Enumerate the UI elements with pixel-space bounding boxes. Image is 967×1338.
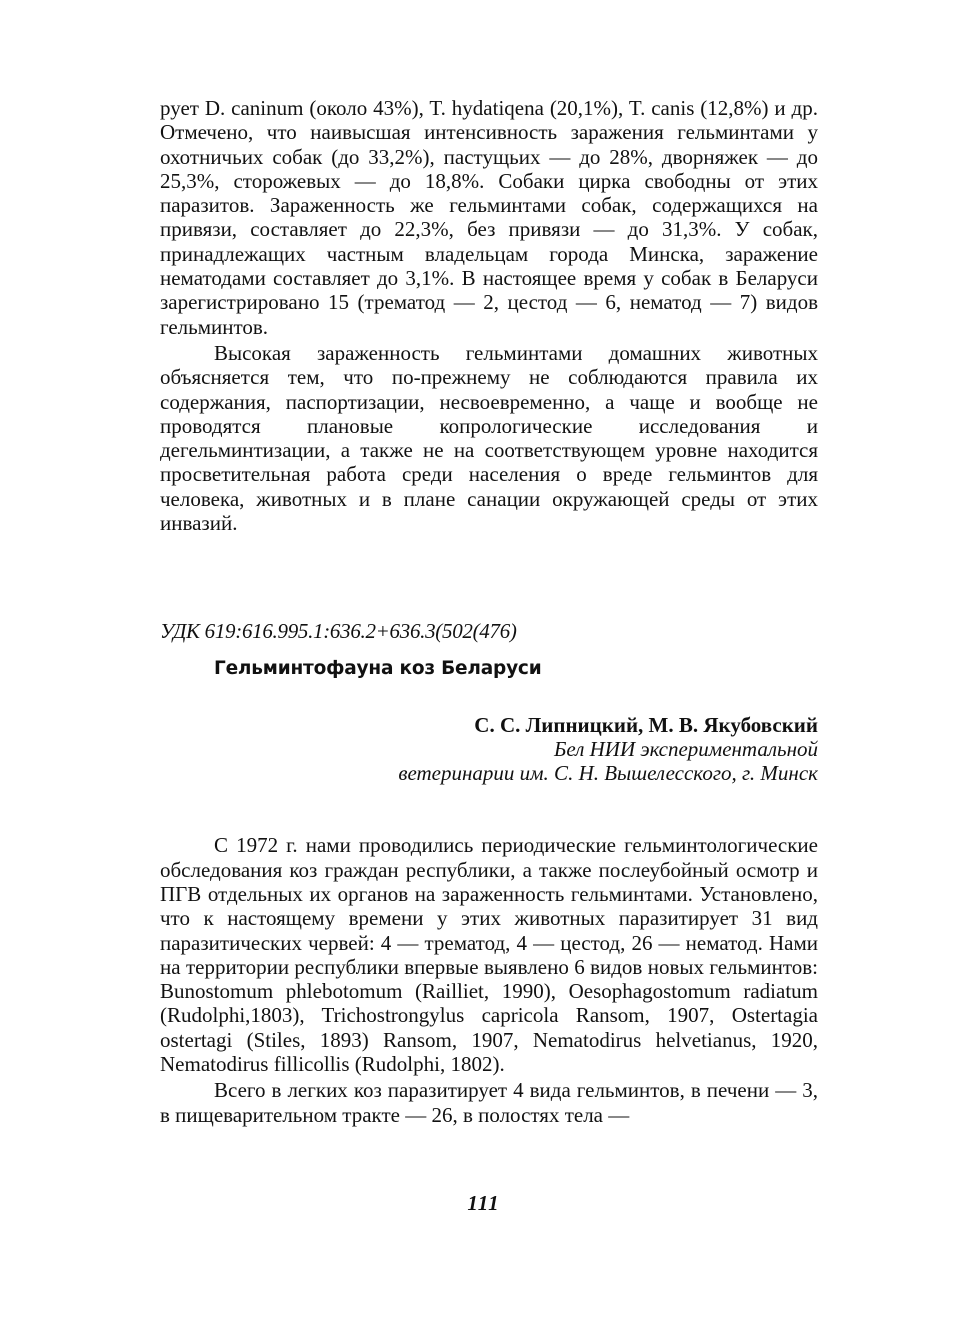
page-content [160, 96, 818, 1127]
article-authors: С. С. Липницкий, М. В. Якубовский [474, 713, 818, 738]
article-paragraph-1: С 1972 г. нами проводились периодические гельминтологические обследования коз граждан республики, а также послеубойный осмотр и ПГВ отдельных их органов на зараженность гельминтами. Установлено, что к настоящему времени у этих животных паразитирует 31 вид паразитических червей: 4 — трематод, 4 — цестод, 26 — нематод. Нами на территории республики впервые выявлено 6 видов новых гельминтов: Bunostomum phlebotomum (Railliet, 1990), Oesophagostomum radiatum (Rudolphi,1803), Trichostrongylus capricola Ransom, 1907, Ostertagia ostertagi (Stiles, 1893) Ransom, 1907, Nematodirus helvetianus, 1920, Nematodirus fillicollis (Rudolphi, 1802). [160, 833, 818, 1077]
article-title: Гельминтофауна коз Беларуси [214, 658, 542, 680]
affiliation-line-1: Бел НИИ экспериментальной [554, 737, 818, 762]
article-body [160, 833, 818, 1127]
continuation-paragraph-1: рует D. caninum (около 43%), T. hydatiqena (20,1%), T. canis (12,8%) и др. Отмечено, что наивысшая интенсивность заражения гельминтами у охотничьих собак (до 33,2%), пастущьих — до 28%, дворняжек — до 25,3%, сторожевых — до 18,8%. Собаки цирка свободны от этих паразитов. Зараженность же гельминтами собак, содержащихся на привязи, составляет до 22,3%, без привязи — до 31,3%. У собак, принадлежащих частным владельцам города Минска, заражение нематодами составляет до 3,1%. В настоящее время у собак в Беларуси зарегистрировано 15 (трематод — 2, цестод — 6, нематод — 7) видов гельминтов. [160, 96, 818, 339]
continuation-paragraph-2: Высокая зараженность гельминтами домашних животных объясняется тем, что по-прежнему не соблюдаются правила их содержания, паспортизации, несвоевременно, а чаще и вообще не проводятся плановые копрологические исследования и дегельминтизации, а также не на соответствующем уровне находится просветительная работа среди населения о вреде гельминтов для человека, животных и в плане санации окружающей среды от этих инвазий. [160, 340, 818, 536]
udk-code: УДК 619:616.995.1:636.2+636.3(502(476) [160, 619, 517, 644]
affiliation-line-2: ветеринарии им. С. Н. Вышелесского, г. Минск [398, 761, 818, 786]
article-paragraph-2: Всего в легких коз паразитирует 4 вида гельминтов, в печени — 3, в пищеварительном тракте — 26, в полостях тела — [160, 1078, 818, 1127]
page-number: 111 [467, 1191, 500, 1215]
